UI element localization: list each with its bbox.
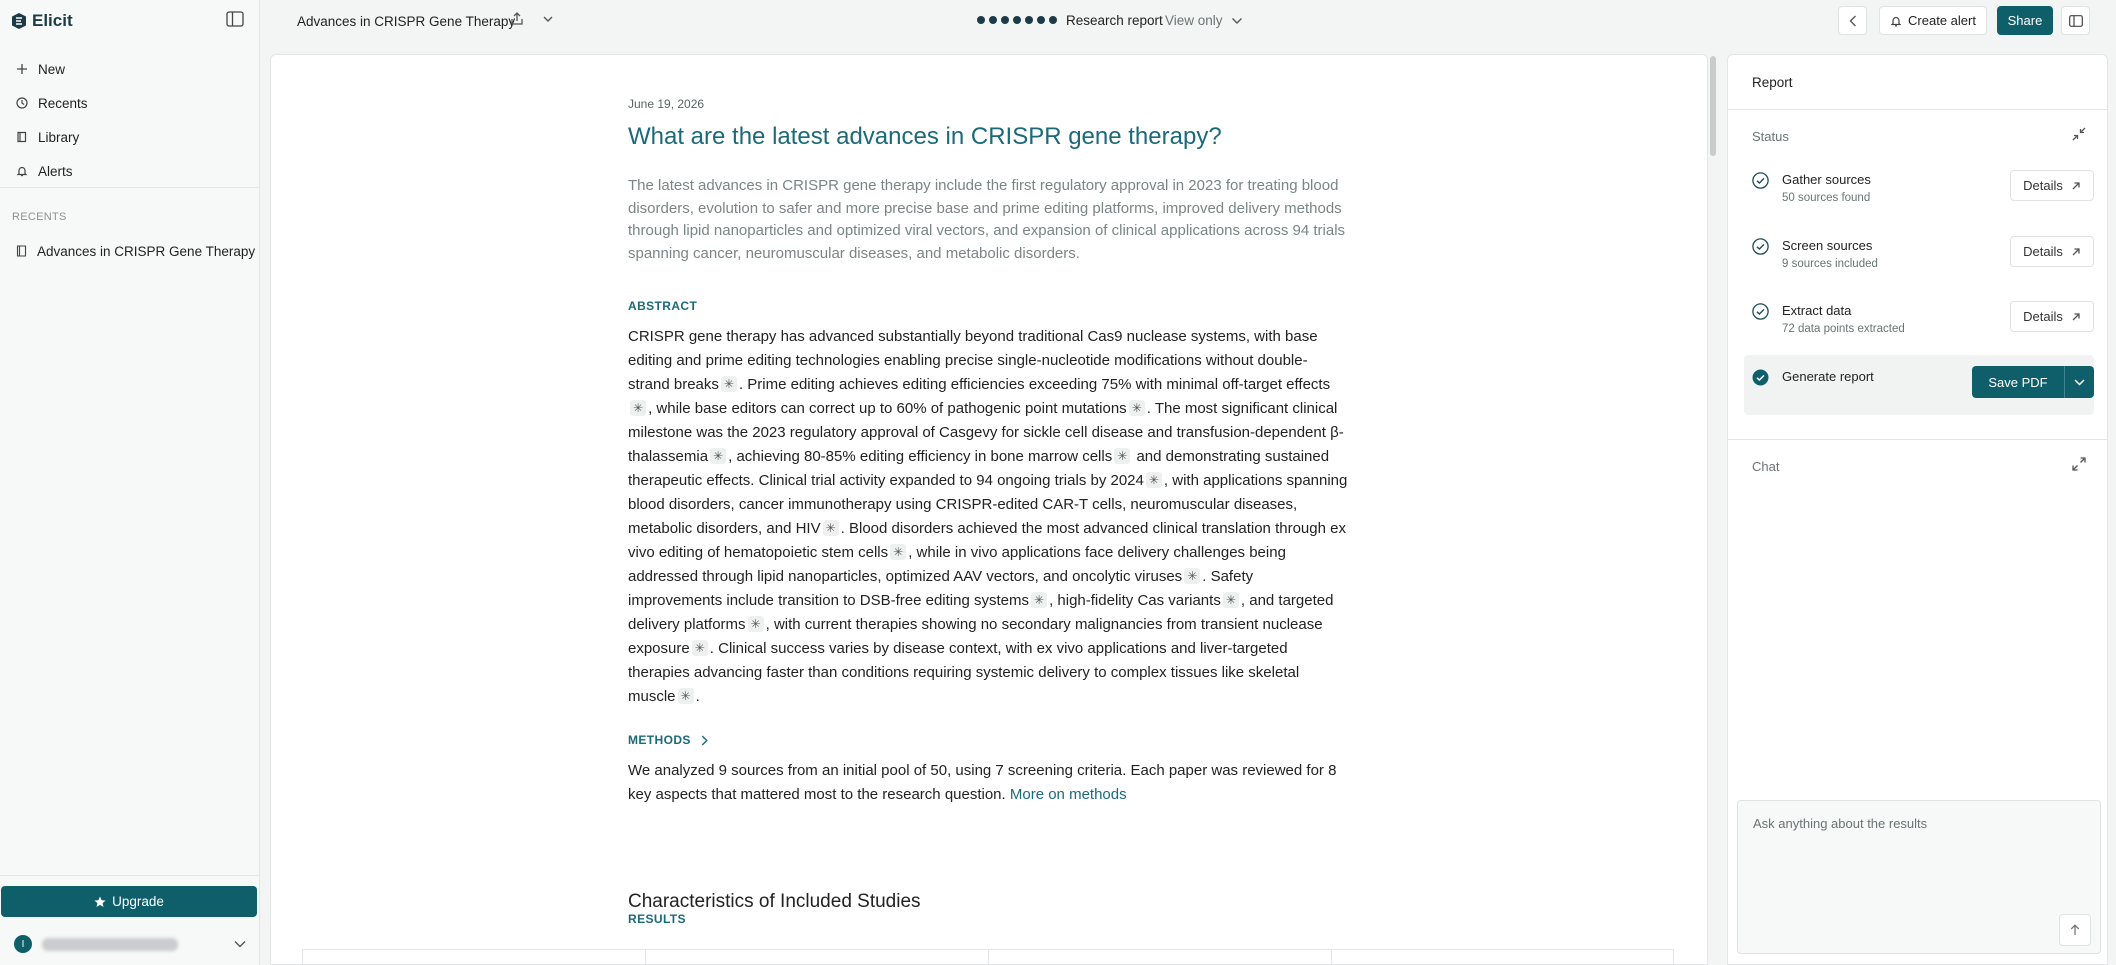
citation-marker[interactable]: ✳ — [1146, 472, 1162, 488]
abstract-text: . Safety improvements include transition to DSB-free editing systems — [628, 568, 1254, 609]
account-name-redacted — [42, 938, 178, 951]
step-detail: 50 sources found — [1782, 192, 1871, 204]
plus-icon — [16, 63, 28, 75]
account-menu[interactable] — [14, 934, 246, 954]
arrow-up-right-icon — [2071, 247, 2081, 257]
scroll-thumb[interactable] — [1710, 56, 1716, 156]
abstract-text: , and targeted delivery platforms — [628, 592, 1334, 633]
details-label: Details — [2023, 244, 2063, 259]
results-heading: RESULTS — [628, 912, 686, 926]
recent-item-label: Advances in CRISPR Gene Therapy — [37, 243, 256, 259]
abstract-text: . Clinical success varies by disease context, with ex vivo applications and liver-targeted therapies advancing faster than conditions requiring systemic delivery to complex tissues like skeletal muscle — [628, 640, 1300, 705]
report-summary: The latest advances in CRISPR gene therapy include the first regulatory approval in 2023 for treating blood disorders, evolution to safer and more precise base and prime editing platforms, improved delivery methods through lipid nanoparticles and optimized viral vectors, and expansion of clinical applications across 94 trials spanning cancer, neuromuscular diseases, and metabolic disorders. — [628, 177, 1346, 262]
create-alert-button[interactable] — [1879, 6, 1987, 35]
abstract-text: , achieving 80-85% editing efficiency in bone marrow cells — [728, 448, 1113, 465]
create-alert-label: Create alert — [1908, 13, 1976, 28]
book-icon — [16, 131, 28, 143]
abstract-text: , high-fidelity Cas variants — [1049, 592, 1221, 609]
table-column-divider — [1331, 950, 1332, 965]
progress-dot — [1049, 16, 1057, 24]
chat-input[interactable] — [1739, 802, 2099, 912]
document-scrollbar[interactable] — [1708, 54, 1718, 965]
bell-icon — [16, 165, 28, 177]
citation-marker[interactable]: ✳ — [1129, 400, 1145, 416]
sidebar-toggle-icon[interactable] — [226, 11, 246, 31]
view-mode-label: View only — [1165, 13, 1223, 28]
citation-marker[interactable]: ✳ — [1184, 568, 1200, 584]
chat-composer — [1737, 800, 2101, 954]
step-extract-data — [1752, 303, 2088, 347]
sidebar-item-recents[interactable] — [0, 86, 259, 120]
step-screen-sources — [1752, 238, 2088, 282]
sidebar-item-library[interactable] — [0, 120, 259, 154]
citation-marker[interactable]: ✳ — [678, 688, 694, 704]
check-circle-icon — [1752, 303, 1769, 320]
chevron-left-icon — [1849, 15, 1857, 27]
bell-plus-icon — [1890, 15, 1902, 27]
step-detail: 72 data points extracted — [1782, 323, 1905, 335]
export-icon[interactable] — [509, 11, 527, 29]
panel-divider — [1728, 439, 2107, 440]
methods-body — [628, 759, 1348, 807]
progress-dot — [1037, 16, 1045, 24]
citation-marker[interactable]: ✳ — [721, 376, 737, 392]
chevron-down-icon — [1231, 17, 1243, 25]
check-circle-icon — [1752, 172, 1769, 189]
abstract-body — [628, 325, 1348, 709]
abstract-text: . Blood disorders achieved the most advanced clinical translation through ex vivo editing of hematopoietic stem cells — [628, 520, 1346, 561]
step-detail: 9 sources included — [1782, 258, 1878, 270]
step-name: Screen sources — [1782, 238, 1873, 253]
view-mode-dropdown[interactable] — [1165, 13, 1243, 28]
doc-title[interactable]: Advances in CRISPR Gene Therapy — [297, 14, 516, 29]
panel-toggle-button[interactable] — [2061, 6, 2090, 35]
panel-divider — [1728, 109, 2107, 110]
citation-marker[interactable]: ✳ — [823, 520, 839, 536]
details-button[interactable] — [2010, 170, 2094, 201]
details-label: Details — [2023, 178, 2063, 193]
details-label: Details — [2023, 309, 2063, 324]
citation-marker[interactable]: ✳ — [1223, 592, 1239, 608]
upgrade-label: Upgrade — [112, 894, 164, 909]
brand[interactable] — [12, 10, 73, 32]
sidebar-item-label: Recents — [38, 95, 88, 111]
sidebar-nav — [0, 52, 259, 188]
progress-dot — [989, 16, 997, 24]
abstract-text: , with applications spanning blood disorders, cancer immunotherapy using CRISPR-edited CAR-T cells, neuromuscular diseases, metabolic disorders, and HIV — [628, 472, 1348, 537]
save-pdf-dropdown[interactable] — [2064, 366, 2094, 398]
step-name: Extract data — [1782, 303, 1852, 318]
sidebar-divider — [0, 875, 259, 876]
progress-dot — [1013, 16, 1021, 24]
check-circle-filled-icon — [1752, 369, 1769, 386]
app-name: Elicit — [32, 11, 73, 30]
citation-marker[interactable]: ✳ — [1031, 592, 1047, 608]
details-button[interactable] — [2010, 236, 2094, 267]
methods-heading-label: METHODS — [628, 733, 691, 747]
progress-dot — [977, 16, 985, 24]
table-column-divider — [645, 950, 646, 965]
table-column-divider — [988, 950, 989, 965]
methods-text: We analyzed 9 sources from an initial pool of 50, using 7 screening criteria. Each paper was reviewed for 8 key aspects that mattered most to the research question. — [628, 762, 1337, 803]
citation-marker[interactable]: ✳ — [630, 400, 646, 416]
report-document — [270, 54, 1708, 965]
check-circle-icon — [1752, 238, 1769, 255]
progress-dot — [1001, 16, 1009, 24]
progress-dot — [1025, 16, 1033, 24]
table-title: Characteristics of Included Studies — [628, 891, 921, 912]
citation-marker[interactable]: ✳ — [1114, 448, 1130, 464]
methods-heading[interactable] — [628, 733, 708, 747]
right-panel-icon — [2069, 15, 2083, 27]
citation-marker[interactable]: ✳ — [692, 640, 708, 656]
sidebar-item-label: Library — [38, 129, 80, 145]
details-button[interactable] — [2010, 301, 2094, 332]
chevron-down-icon[interactable] — [234, 940, 246, 948]
chevron-down-icon[interactable] — [541, 12, 559, 30]
panel-title: Report — [1752, 75, 1793, 90]
progress-dots — [977, 16, 1057, 24]
more-on-methods-link[interactable]: More on methods — [1009, 786, 1127, 803]
sidebar-divider — [0, 187, 259, 188]
abstract-text: , while in vivo applications face delivery challenges being addressed through lipid nanoparticles, optimized AAV vectors, and oncolytic viruses — [628, 544, 1286, 585]
save-pdf-split-button — [1972, 366, 2094, 398]
report-date: June 19, 2026 — [628, 97, 705, 111]
arrow-up-right-icon — [2071, 312, 2081, 322]
step-name: Generate report — [1782, 369, 1874, 384]
citation-marker[interactable]: ✳ — [748, 616, 764, 632]
abstract-text: . The most significant clinical milestone was the 2023 regulatory approval of Casgevy for sickle cell disease and transfusion-dependent β-thalassemia — [628, 400, 1344, 465]
sidebar — [0, 0, 260, 965]
abstract-text: , while base editors can correct up to 60% of pathogenic point mutations — [648, 400, 1127, 417]
research-question: What are the latest advances in CRISPR gene therapy? — [628, 123, 1222, 150]
upgrade-button[interactable] — [1, 886, 257, 917]
step-name: Gather sources — [1782, 172, 1871, 187]
chat-label: Chat — [1752, 459, 1780, 474]
chevron-down-icon — [2074, 379, 2085, 386]
star-icon — [94, 896, 106, 908]
abstract-text: and demonstrating sustained therapeutic effects. Clinical trial activity expanded to 94 ongoing trials by 2024 — [628, 448, 1330, 489]
citation-marker[interactable]: ✳ — [710, 448, 726, 464]
recent-item[interactable] — [0, 236, 259, 266]
send-button[interactable] — [2059, 914, 2091, 946]
sidebar-item-new[interactable] — [0, 52, 259, 86]
report-type: Research report — [1066, 13, 1163, 28]
arrow-up-icon — [2070, 924, 2080, 936]
clock-icon — [16, 97, 28, 109]
abstract-text: CRISPR gene therapy has advanced substantially beyond traditional Cas9 nuclease systems, with base editing and prime editing technologies enabling precise single-nucleotide modifications without double-strand breaks — [628, 328, 1318, 393]
abstract-text: . — [695, 688, 700, 705]
step-gather-sources — [1752, 172, 2088, 216]
recents-heading: RECENTS — [12, 211, 67, 223]
back-button[interactable] — [1838, 6, 1867, 35]
abstract-heading: ABSTRACT — [628, 299, 698, 313]
document-icon — [16, 245, 27, 257]
expand-icon[interactable] — [2072, 457, 2088, 473]
abstract-text: . Prime editing achieves editing efficiencies exceeding 75% with minimal off-target effects — [738, 376, 1331, 393]
collapse-icon[interactable] — [2072, 127, 2088, 143]
sidebar-item-label: New — [38, 61, 66, 77]
arrow-up-right-icon — [2071, 181, 2081, 191]
sidebar-item-label: Alerts — [38, 163, 73, 179]
top-bar — [261, 0, 2116, 43]
chevron-right-icon — [701, 735, 708, 746]
studies-table — [302, 949, 1674, 965]
share-button[interactable]: Share — [1997, 6, 2053, 35]
elicit-logo-icon — [12, 13, 26, 29]
avatar: I — [14, 935, 32, 953]
citation-marker[interactable]: ✳ — [890, 544, 906, 560]
report-panel — [1727, 54, 2108, 965]
abstract-text: , with current therapies showing no secondary malignancies from transient nuclease exposure — [628, 616, 1323, 657]
status-label: Status — [1752, 129, 1789, 144]
save-pdf-button[interactable]: Save PDF — [1972, 366, 2064, 398]
sidebar-item-alerts[interactable] — [0, 154, 259, 188]
